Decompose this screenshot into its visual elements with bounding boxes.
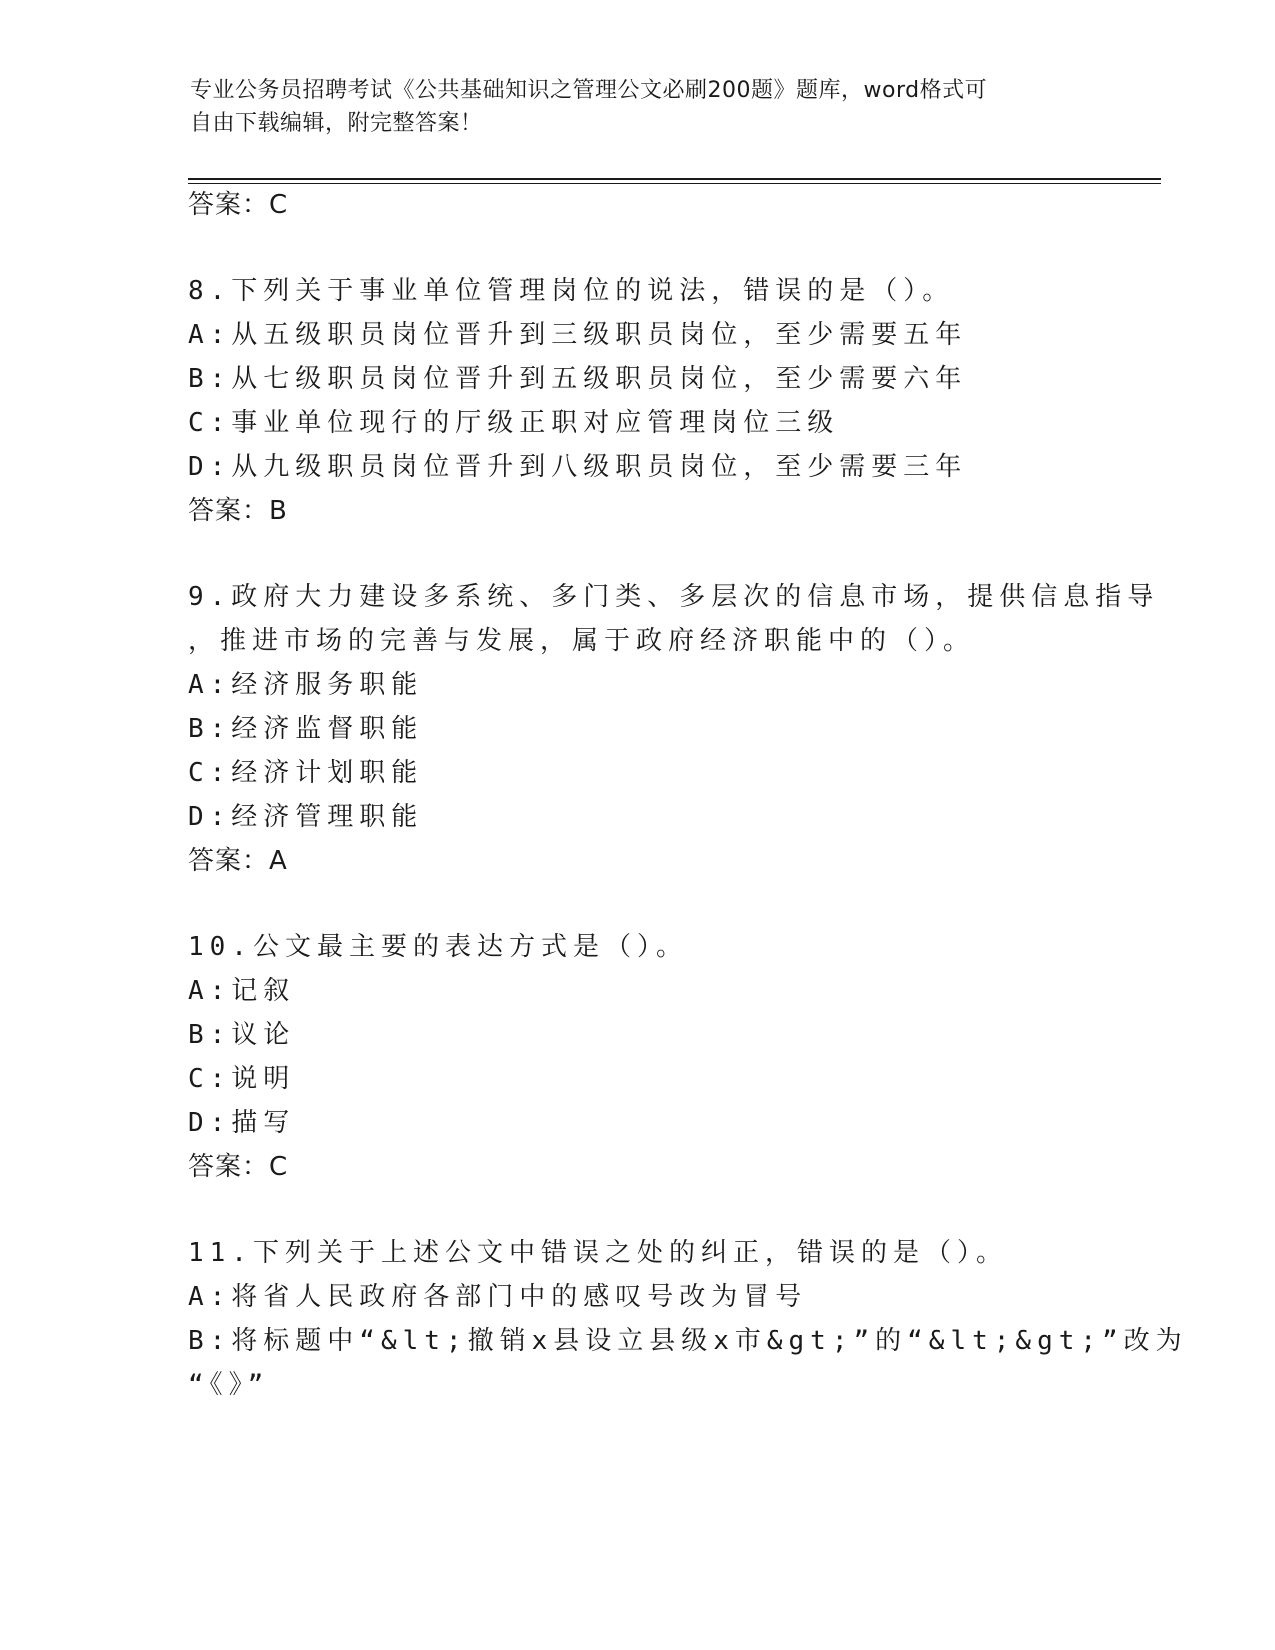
option-line: A:经济服务职能 (188, 670, 424, 700)
option-line: “《》” (188, 1370, 270, 1400)
header-divider-thick (188, 178, 1161, 180)
option-line: C:说明 (188, 1064, 296, 1094)
option-line: A:从五级职员岗位晋升到三级职员岗位，至少需要五年 (188, 320, 968, 350)
question-text: 11.下列关于上述公文中错误之处的纠正，错误的是（）。 (188, 1238, 1008, 1268)
option-line: B:经济监督职能 (188, 714, 424, 744)
answer-line: 答案：C (188, 1152, 289, 1182)
option-line: A:将省人民政府各部门中的感叹号改为冒号 (188, 1282, 808, 1312)
header-line-1: 专业公务员招聘考试《公共基础知识之管理公文必刷200题》题库，word格式可 (190, 78, 988, 103)
option-line: B:将标题中“&lt;撤销x县设立县级x市&gt;”的“&lt;&gt;”改为 (188, 1326, 1188, 1356)
question-text: ，推进市场的完善与发展，属于政府经济职能中的（）。 (188, 626, 976, 656)
option-line: D:描写 (188, 1108, 296, 1138)
header-line-2: 自由下载编辑，附完整答案！ (190, 111, 483, 136)
answer-line: 答案：B (188, 496, 288, 526)
option-line: B:议论 (188, 1020, 296, 1050)
question-text: 8.下列关于事业单位管理岗位的说法，错误的是（）。 (188, 276, 955, 306)
header-divider-thin (188, 183, 1161, 184)
answer-line: 答案：C (188, 190, 289, 220)
question-text: 10.公文最主要的表达方式是（）。 (188, 932, 688, 962)
option-line: B:从七级职员岗位晋升到五级职员岗位，至少需要六年 (188, 364, 968, 394)
document-header (190, 74, 1070, 140)
option-line: C:经济计划职能 (188, 758, 424, 788)
question-text: 9.政府大力建设多系统、多门类、多层次的信息市场，提供信息指导 (188, 582, 1160, 612)
answer-line: 答案：A (188, 846, 288, 876)
option-line: D:经济管理职能 (188, 802, 424, 832)
option-line: D:从九级职员岗位晋升到八级职员岗位，至少需要三年 (188, 452, 968, 482)
option-line: A:记叙 (188, 976, 296, 1006)
option-line: C:事业单位现行的厅级正职对应管理岗位三级 (188, 408, 840, 438)
